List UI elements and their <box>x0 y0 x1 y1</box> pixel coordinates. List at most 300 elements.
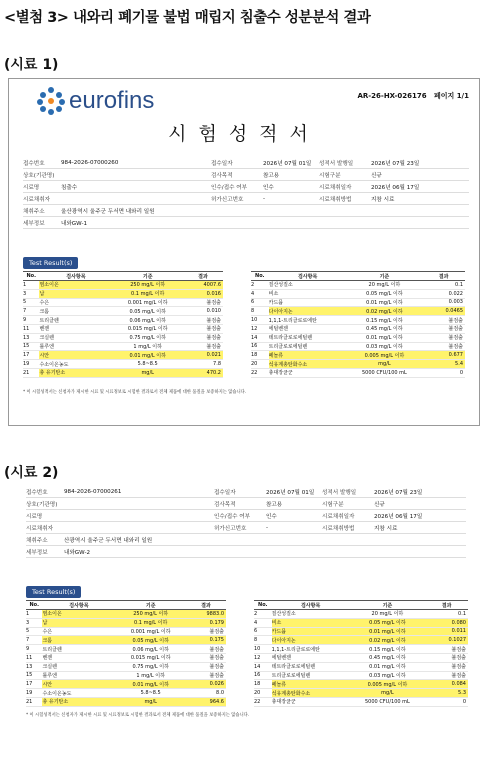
item-standard: 0.001 mg/L 이하 <box>115 627 186 636</box>
item-name: 총대장균군 <box>269 368 347 377</box>
item-number: 19 <box>23 360 39 369</box>
item-number: 14 <box>254 662 272 671</box>
item-standard: 0.01 mg/L 이하 <box>350 662 426 671</box>
info-label: 인수/접수 여부 <box>211 184 248 191</box>
item-name: 질산성질소 <box>269 281 347 290</box>
table-row <box>26 645 226 654</box>
info-label: 시료명 <box>23 184 40 191</box>
page-title: <별첨 3> 내와리 폐기물 불법 매립지 침출수 성분분석 결과 <box>4 10 371 26</box>
table-row <box>254 697 468 706</box>
item-standard: 0.15 mg/L 이하 <box>350 645 426 654</box>
table-row <box>23 289 223 298</box>
item-standard: 0.45 mg/L 이하 <box>350 653 426 662</box>
column-header: 검사항목 <box>42 601 115 610</box>
table-row <box>254 671 468 680</box>
info-label: 허가신고번호 <box>211 196 244 203</box>
table-row <box>254 636 468 645</box>
item-standard: 0.1 mg/L 이하 <box>115 618 186 627</box>
item-name: 납 <box>39 289 112 298</box>
table-row <box>23 342 223 351</box>
info-value: 신규 <box>371 172 382 179</box>
item-number: 2 <box>254 610 272 619</box>
item-result: 불검출 <box>425 662 468 671</box>
column-header: No. <box>251 272 269 281</box>
item-result: 불검출 <box>422 316 465 325</box>
footnote: * 이 시험성적서는 신청자가 제시한 시료 및 시료정보로 시험한 결과로서 전체 제품에 대한 품질을 보증하지는 않습니다. <box>23 390 247 395</box>
table-row <box>23 368 223 377</box>
info-label: 검사목적 <box>214 501 236 508</box>
item-result: 불검출 <box>183 316 223 325</box>
item-result: 964.6 <box>186 697 226 706</box>
item-name: 총 유기탄소 <box>42 697 115 706</box>
item-number: 19 <box>26 689 42 698</box>
item-result: 불검출 <box>186 671 226 680</box>
item-result: 불검출 <box>186 662 226 671</box>
item-standard: 0.05 mg/L 이하 <box>350 618 426 627</box>
item-name: 페놀류 <box>269 351 347 360</box>
item-name: 수소이온농도 <box>39 360 112 369</box>
table-row <box>26 636 226 645</box>
table-row <box>254 653 468 662</box>
item-number: 20 <box>251 360 269 369</box>
table-row <box>26 618 226 627</box>
item-number: 4 <box>254 618 272 627</box>
info-value: 산광역시 울주군 두서면 내와리 일원 <box>64 537 153 544</box>
item-name: 1,1,1-트리클로로에탄 <box>272 645 350 654</box>
info-label: 상호(기관명) <box>26 501 58 508</box>
info-label: 접수번호 <box>26 489 48 496</box>
item-result: 0.022 <box>422 289 465 298</box>
info-label: 시험구분 <box>319 172 341 179</box>
item-name: 수은 <box>39 298 112 307</box>
item-result: 불검출 <box>186 653 226 662</box>
table-row <box>251 333 465 342</box>
item-name: 크실렌 <box>42 662 115 671</box>
info-value: 인수 <box>263 184 274 191</box>
info-row <box>23 169 469 181</box>
test-results-badge: Test Result(s) <box>23 257 78 269</box>
item-name: 톨루엔 <box>39 342 112 351</box>
table-row <box>251 342 465 351</box>
item-result: 7.8 <box>183 360 223 369</box>
footnote: * 이 시험성적서는 신청자가 제시한 시료 및 시료정보로 시험한 결과로서 전체 제품에 대한 품질을 보증하지는 않습니다. <box>26 713 250 718</box>
table-row <box>254 618 468 627</box>
item-name: 석유계총탄화수소 <box>269 360 347 369</box>
item-standard: 5000 CFU/100 mL <box>347 368 423 377</box>
table-row <box>254 645 468 654</box>
info-value: 침출수 <box>61 184 78 191</box>
item-standard: 0.015 mg/L 이하 <box>115 653 186 662</box>
document-code: AR-26-HX-026176 페이지 1/1 <box>357 92 469 100</box>
item-standard: 0.015 mg/L 이하 <box>112 324 183 333</box>
table-row <box>254 680 468 689</box>
info-value: - <box>266 524 269 531</box>
item-result: 8.0 <box>186 689 226 698</box>
table-row <box>26 627 226 636</box>
results-table-left <box>23 271 223 378</box>
info-block <box>23 157 469 229</box>
item-standard: 0.01 mg/L 이하 <box>347 333 423 342</box>
info-value: 신규 <box>374 501 385 508</box>
info-label: 시료채취일자 <box>322 513 355 520</box>
item-standard: 0.75 mg/L 이하 <box>115 662 186 671</box>
item-number: 3 <box>23 289 39 298</box>
item-result: 0.080 <box>425 618 468 627</box>
column-header: 기준 <box>112 272 183 281</box>
item-standard: 0.05 mg/L 이하 <box>112 307 183 316</box>
info-value: 2026년 07월 23일 <box>374 489 423 496</box>
results-table-right <box>251 271 465 378</box>
item-name: 톨루엔 <box>42 671 115 680</box>
info-value: 참고용 <box>266 501 283 508</box>
item-standard: 0.1 mg/L 이하 <box>112 289 183 298</box>
item-name: 염소이온 <box>39 281 112 290</box>
table-row <box>23 316 223 325</box>
item-standard: 0.05 mg/L 이하 <box>115 636 186 645</box>
column-header: No. <box>23 272 39 281</box>
info-value: 984-2026-07000261 <box>64 488 122 495</box>
eurofins-logo <box>37 87 154 115</box>
report-1 <box>8 78 480 426</box>
item-number: 18 <box>251 351 269 360</box>
item-number: 7 <box>23 307 39 316</box>
item-standard: 5.8~8.5 <box>112 360 183 369</box>
table-row <box>26 671 226 680</box>
item-result: 불검출 <box>425 653 468 662</box>
item-standard: 20 mg/L 이하 <box>350 610 426 619</box>
item-result: 0.003 <box>422 298 465 307</box>
table-row <box>251 289 465 298</box>
item-number: 22 <box>251 368 269 377</box>
info-value: 지참 시료 <box>374 525 398 532</box>
table-row <box>251 298 465 307</box>
table-row <box>26 680 226 689</box>
item-name: 트리클렌 <box>39 316 112 325</box>
table-row <box>23 281 223 290</box>
results-table-left <box>26 600 226 707</box>
report-2 <box>22 486 470 764</box>
table-row <box>254 610 468 619</box>
item-result: 0 <box>422 368 465 377</box>
item-name: 비소 <box>269 289 347 298</box>
column-header: 기준 <box>350 601 426 610</box>
info-label: 접수일자 <box>214 489 236 496</box>
item-standard: 5.8~8.5 <box>115 689 186 698</box>
table-row <box>26 662 226 671</box>
info-row <box>23 157 469 169</box>
item-name: 테트라클로로에틸렌 <box>269 333 347 342</box>
info-row <box>26 546 466 558</box>
item-number: 10 <box>251 316 269 325</box>
item-result: 불검출 <box>422 342 465 351</box>
item-name: 크롬 <box>42 636 115 645</box>
item-number: 5 <box>23 298 39 307</box>
item-number: 13 <box>26 662 42 671</box>
item-standard: 0.03 mg/L 이하 <box>350 671 426 680</box>
table-row <box>254 627 468 636</box>
item-number: 21 <box>26 697 42 706</box>
item-standard: 0.01 mg/L 이하 <box>350 627 426 636</box>
item-name: 테트라클로로에틸렌 <box>272 662 350 671</box>
item-number: 10 <box>254 645 272 654</box>
item-standard: 0.15 mg/L 이하 <box>347 316 423 325</box>
item-standard: 1 mg/L 이하 <box>115 671 186 680</box>
item-result: 불검출 <box>183 333 223 342</box>
table-row <box>251 316 465 325</box>
info-value: 참고용 <box>263 172 280 179</box>
item-name: 석유계총탄화수소 <box>272 689 350 698</box>
info-value: - <box>263 195 266 202</box>
item-name: 1,1,1-트리클로로에탄 <box>269 316 347 325</box>
item-number: 17 <box>26 680 42 689</box>
info-label: 시료채취자 <box>23 196 51 203</box>
item-number: 6 <box>254 627 272 636</box>
info-label: 허가신고번호 <box>214 525 247 532</box>
item-name: 시안 <box>42 680 115 689</box>
item-result: 불검출 <box>186 627 226 636</box>
item-number: 3 <box>26 618 42 627</box>
item-number: 21 <box>23 368 39 377</box>
table-row <box>23 333 223 342</box>
item-name: 트리클로로에틸렌 <box>272 671 350 680</box>
table-row <box>251 360 465 369</box>
info-row <box>26 498 466 510</box>
item-standard: 0.06 mg/L 이하 <box>112 316 183 325</box>
info-row <box>26 522 466 534</box>
item-name: 벤젠 <box>42 653 115 662</box>
item-standard: 0.03 mg/L 이하 <box>347 342 423 351</box>
item-name: 비소 <box>272 618 350 627</box>
info-value: 2026년 07월 01일 <box>266 489 315 496</box>
item-number: 8 <box>251 307 269 316</box>
info-label: 접수번호 <box>23 160 45 167</box>
info-label: 세부정보 <box>23 220 45 227</box>
info-value: 2026년 07월 23일 <box>371 160 420 167</box>
item-number: 12 <box>251 324 269 333</box>
item-standard: 0.02 mg/L 이하 <box>347 307 423 316</box>
item-name: 페놀류 <box>272 680 350 689</box>
item-number: 9 <box>23 316 39 325</box>
info-row <box>23 193 469 205</box>
test-results-badge: Test Result(s) <box>26 586 81 598</box>
logo-dots-icon <box>37 87 65 115</box>
info-label: 시험구분 <box>322 501 344 508</box>
column-header: 검사항목 <box>39 272 112 281</box>
item-result: 불검출 <box>186 645 226 654</box>
item-name: 크실렌 <box>39 333 112 342</box>
info-label: 시료채취방법 <box>322 525 355 532</box>
info-label: 채취주소 <box>23 208 45 215</box>
item-result: 0.016 <box>183 289 223 298</box>
item-result: 0.175 <box>186 636 226 645</box>
item-result: 9883.0 <box>186 610 226 619</box>
info-label: 검사목적 <box>211 172 233 179</box>
info-label: 인수/접수 여부 <box>214 513 251 520</box>
item-name: 크롬 <box>39 307 112 316</box>
info-row <box>23 181 469 193</box>
item-standard: 0.75 mg/L 이하 <box>112 333 183 342</box>
item-number: 8 <box>254 636 272 645</box>
item-result: 불검출 <box>183 342 223 351</box>
item-standard: 0.06 mg/L 이하 <box>115 645 186 654</box>
results-table-right <box>254 600 468 707</box>
item-name: 카드뮴 <box>272 627 350 636</box>
item-result: 0.1 <box>425 610 468 619</box>
info-label: 세부정보 <box>26 549 48 556</box>
item-standard: 0.45 mg/L 이하 <box>347 324 423 333</box>
table-row <box>26 610 226 619</box>
item-number: 17 <box>23 351 39 360</box>
item-name: 다이아지논 <box>272 636 350 645</box>
item-number: 11 <box>23 324 39 333</box>
item-number: 18 <box>254 680 272 689</box>
table-row <box>251 307 465 316</box>
item-number: 12 <box>254 653 272 662</box>
item-number: 16 <box>251 342 269 351</box>
item-result: 0.021 <box>183 351 223 360</box>
table-row <box>251 324 465 333</box>
info-label: 상호(기관명) <box>23 172 55 179</box>
column-header: No. <box>26 601 42 610</box>
info-label: 시료채취방법 <box>319 196 352 203</box>
table-row <box>251 281 465 290</box>
column-header: 결과 <box>422 272 465 281</box>
item-result: 4007.6 <box>183 281 223 290</box>
table-row <box>251 368 465 377</box>
item-standard: 20 mg/L 이하 <box>347 281 423 290</box>
table-header <box>254 601 468 610</box>
item-result: 5.4 <box>422 360 465 369</box>
info-label: 접수일자 <box>211 160 233 167</box>
item-name: 총 유기탄소 <box>39 368 112 377</box>
item-result: 0.026 <box>186 680 226 689</box>
sample-1-label: (시료 1) <box>4 57 59 73</box>
item-standard: 0.02 mg/L 이하 <box>350 636 426 645</box>
info-value: 2026년 07월 01일 <box>263 160 312 167</box>
table-row <box>23 351 223 360</box>
item-number: 5 <box>26 627 42 636</box>
column-header: No. <box>254 601 272 610</box>
info-value: 984-2026-07000260 <box>61 159 119 166</box>
info-label: 시료명 <box>26 513 43 520</box>
item-standard: 5000 CFU/100 mL <box>350 697 426 706</box>
table-row <box>23 324 223 333</box>
item-number: 20 <box>254 689 272 698</box>
item-number: 22 <box>254 697 272 706</box>
item-result: 470.2 <box>183 368 223 377</box>
item-name: 염소이온 <box>42 610 115 619</box>
item-name: 시안 <box>39 351 112 360</box>
info-value: 지참 시료 <box>371 196 395 203</box>
item-number: 4 <box>251 289 269 298</box>
table-row <box>23 360 223 369</box>
column-header: 결과 <box>183 272 223 281</box>
item-standard: 0.01 mg/L 이하 <box>112 351 183 360</box>
item-result: 0.1027 <box>425 636 468 645</box>
item-number: 1 <box>23 281 39 290</box>
item-standard: 250 mg/L 이하 <box>112 281 183 290</box>
item-name: 수소이온농도 <box>42 689 115 698</box>
item-number: 11 <box>26 653 42 662</box>
item-result: 불검출 <box>183 298 223 307</box>
item-standard: 0.001 mg/L 이하 <box>112 298 183 307</box>
item-number: 15 <box>26 671 42 680</box>
item-name: 트리클렌 <box>42 645 115 654</box>
info-row <box>26 510 466 522</box>
item-result: 5.3 <box>425 689 468 698</box>
info-value: 내와GW-1 <box>61 220 88 227</box>
item-result: 불검출 <box>425 645 468 654</box>
info-block <box>26 486 466 558</box>
item-number: 6 <box>251 298 269 307</box>
item-standard: 0.005 mg/L 이하 <box>350 680 426 689</box>
item-number: 9 <box>26 645 42 654</box>
item-standard: 1 mg/L 이하 <box>112 342 183 351</box>
column-header: 결과 <box>186 601 226 610</box>
item-result: 0.677 <box>422 351 465 360</box>
table-row <box>254 662 468 671</box>
info-label: 채취주소 <box>26 537 48 544</box>
table-header <box>23 272 223 281</box>
item-result: 불검출 <box>422 333 465 342</box>
info-row <box>23 205 469 217</box>
item-result: 불검출 <box>422 324 465 333</box>
item-standard: mg/L <box>350 689 426 698</box>
info-label: 시료채취자 <box>26 525 54 532</box>
info-row <box>23 217 469 229</box>
item-name: 다이아지논 <box>269 307 347 316</box>
item-standard: 0.05 mg/L 이하 <box>347 289 423 298</box>
item-name: 에틸벤젠 <box>272 653 350 662</box>
info-label: 성적서 발행일 <box>319 160 354 167</box>
table-row <box>251 351 465 360</box>
item-standard: 250 mg/L 이하 <box>115 610 186 619</box>
item-result: 0.011 <box>425 627 468 636</box>
item-number: 13 <box>23 333 39 342</box>
column-header: 기준 <box>115 601 186 610</box>
item-name: 트리클로로에틸렌 <box>269 342 347 351</box>
table-row <box>26 689 226 698</box>
item-result: 불검출 <box>183 324 223 333</box>
item-standard: mg/L <box>112 368 183 377</box>
item-name: 총대장균군 <box>272 697 350 706</box>
item-number: 2 <box>251 281 269 290</box>
table-header <box>26 601 226 610</box>
table-row <box>26 653 226 662</box>
item-standard: 0.005 mg/L 이하 <box>347 351 423 360</box>
item-name: 벤젠 <box>39 324 112 333</box>
item-result: 0.179 <box>186 618 226 627</box>
info-label: 성적서 발행일 <box>322 489 357 496</box>
item-number: 16 <box>254 671 272 680</box>
info-value: 울산광역시 울주군 두서면 내와리 일원 <box>61 208 155 215</box>
item-standard: 0.01 mg/L 이하 <box>347 298 423 307</box>
item-result: 0.1 <box>422 281 465 290</box>
item-name: 질산성질소 <box>272 610 350 619</box>
info-value: 2026년 06월 17일 <box>371 184 420 191</box>
table-row <box>254 689 468 698</box>
table-row <box>23 298 223 307</box>
info-row <box>26 486 466 498</box>
table-row <box>23 307 223 316</box>
column-header: 기준 <box>347 272 423 281</box>
info-value: 2026년 06월 17일 <box>374 513 423 520</box>
item-name: 카드뮴 <box>269 298 347 307</box>
sample-2-label: (시료 2) <box>4 465 59 481</box>
column-header: 검사항목 <box>272 601 350 610</box>
info-row <box>26 534 466 546</box>
column-header: 검사항목 <box>269 272 347 281</box>
